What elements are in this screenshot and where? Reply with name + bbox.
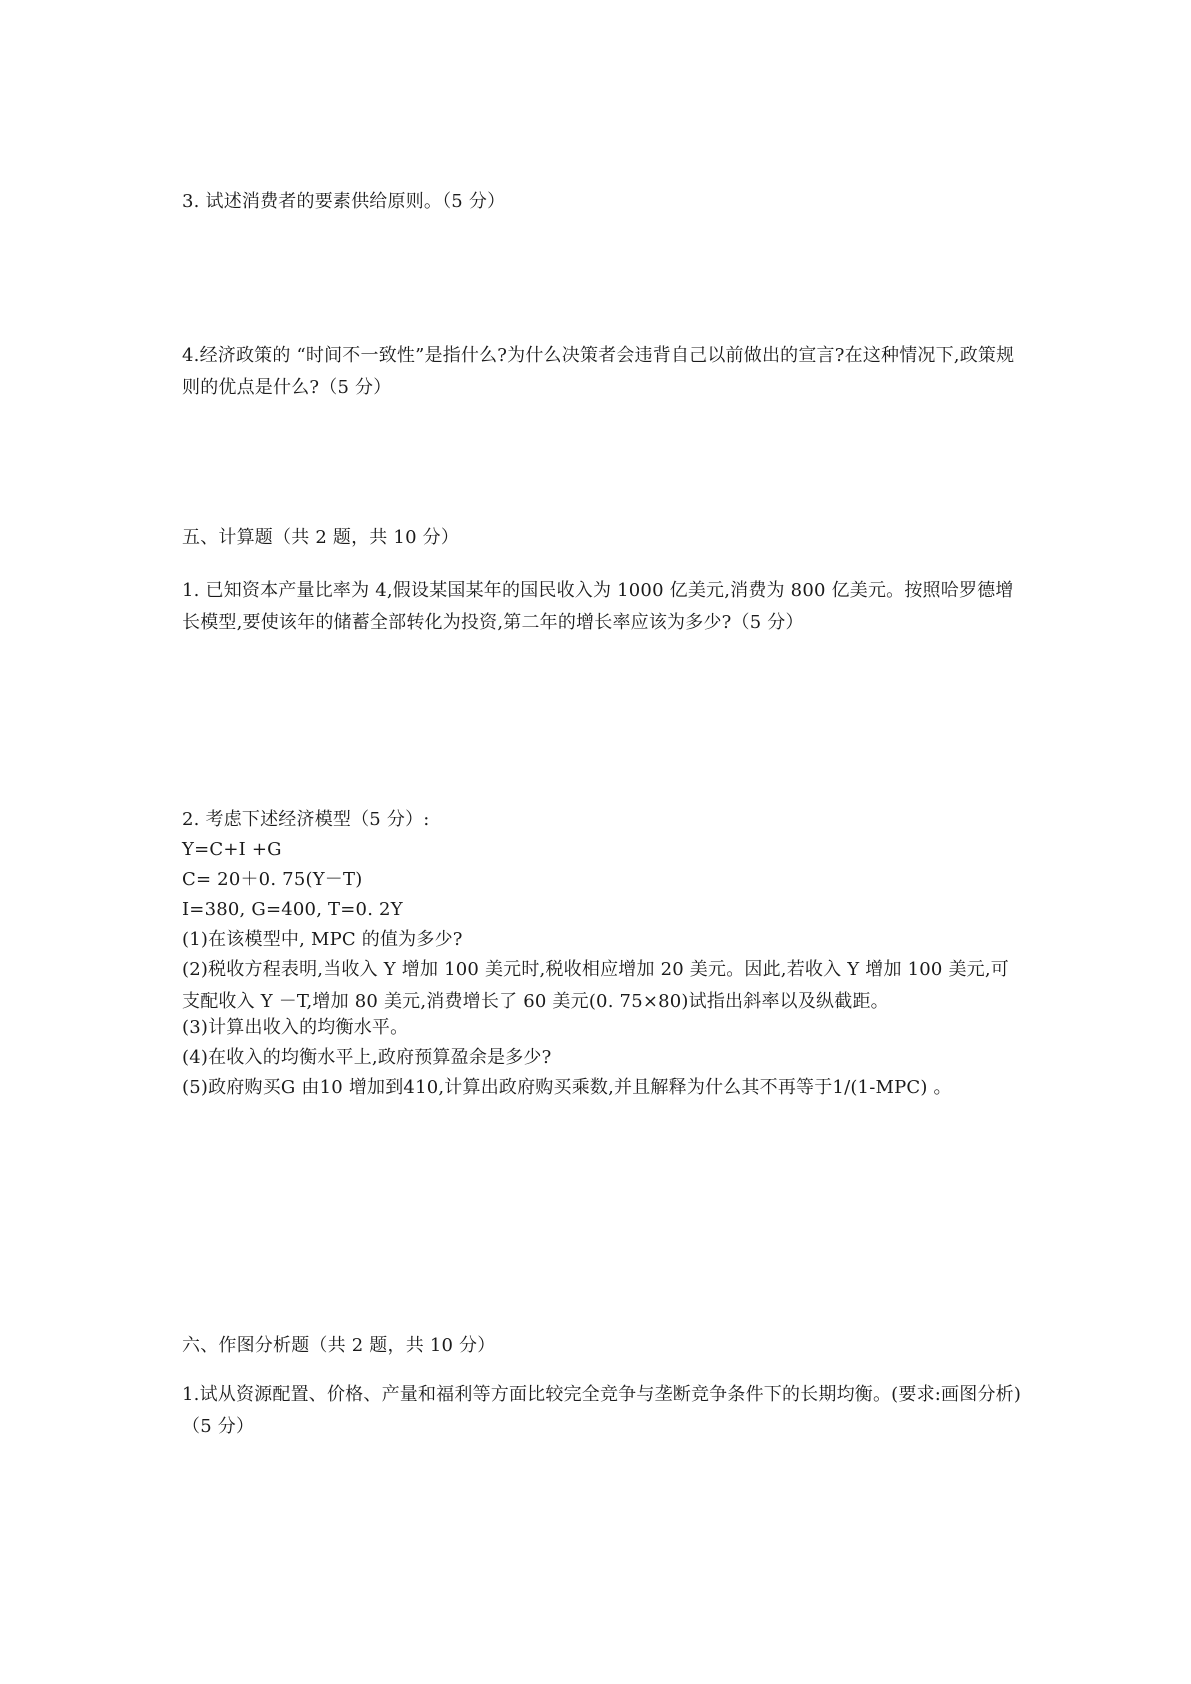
equation-output: Y=C+I +G <box>182 839 282 860</box>
sub-question-5: (5)政府购买G 由10 增加到410,计算出政府购买乘数,并且解释为什么其不再等于1/(1-MPC) 。 <box>182 1077 952 1098</box>
section-6-title: 六、作图分析题（共 2 题，共 10 分） <box>182 1335 496 1356</box>
sub-question-1: (1)在该模型中, MPC 的值为多少? <box>182 929 463 950</box>
sub-question-2: (2)税收方程表明,当收入 Y 增加 100 美元时,税收相应增加 20 美元。因此,若收入 Y 增加 100 美元,可支配收入 Y －T,增加 80 美元,消费增长了 60 美元(0. 75×80)试指出斜率以及纵截距。 <box>182 959 1009 1012</box>
sub-question-4: (4)在收入的均衡水平上,政府预算盈余是多少? <box>182 1047 552 1068</box>
equation-consumption: C= 20＋0. 75(Y－T) <box>182 869 363 890</box>
section-5-question-1: 1. 已知资本产量比率为 4,假设某国某年的国民收入为 1000 亿美元,消费为 800 亿美元。按照哈罗德增长模型,要使该年的储蓄全部转化为投资,第二年的增长率应该为多少?（5 分） <box>182 580 1014 633</box>
question-3: 3. 试述消费者的要素供给原则。（5 分） <box>182 191 506 212</box>
section-5-title: 五、计算题（共 2 题，共 10 分） <box>182 527 460 548</box>
section-5-question-2-title: 2. 考虑下述经济模型（5 分）: <box>182 809 430 830</box>
section-6-question-1: 1.试从资源配置、价格、产量和福利等方面比较完全竞争与垄断竞争条件下的长期均衡。(要求:画图分析)（5 分） <box>182 1384 1022 1437</box>
sub-question-3: (3)计算出收入的均衡水平。 <box>182 1017 409 1038</box>
question-4: 4.经济政策的 “时间不一致性”是指什么?为什么决策者会违背自己以前做出的宣言?在这种情况下,政策规则的优点是什么?（5 分） <box>182 345 1015 398</box>
equation-parameters: I=380, G=400, T=0. 2Y <box>182 899 403 920</box>
